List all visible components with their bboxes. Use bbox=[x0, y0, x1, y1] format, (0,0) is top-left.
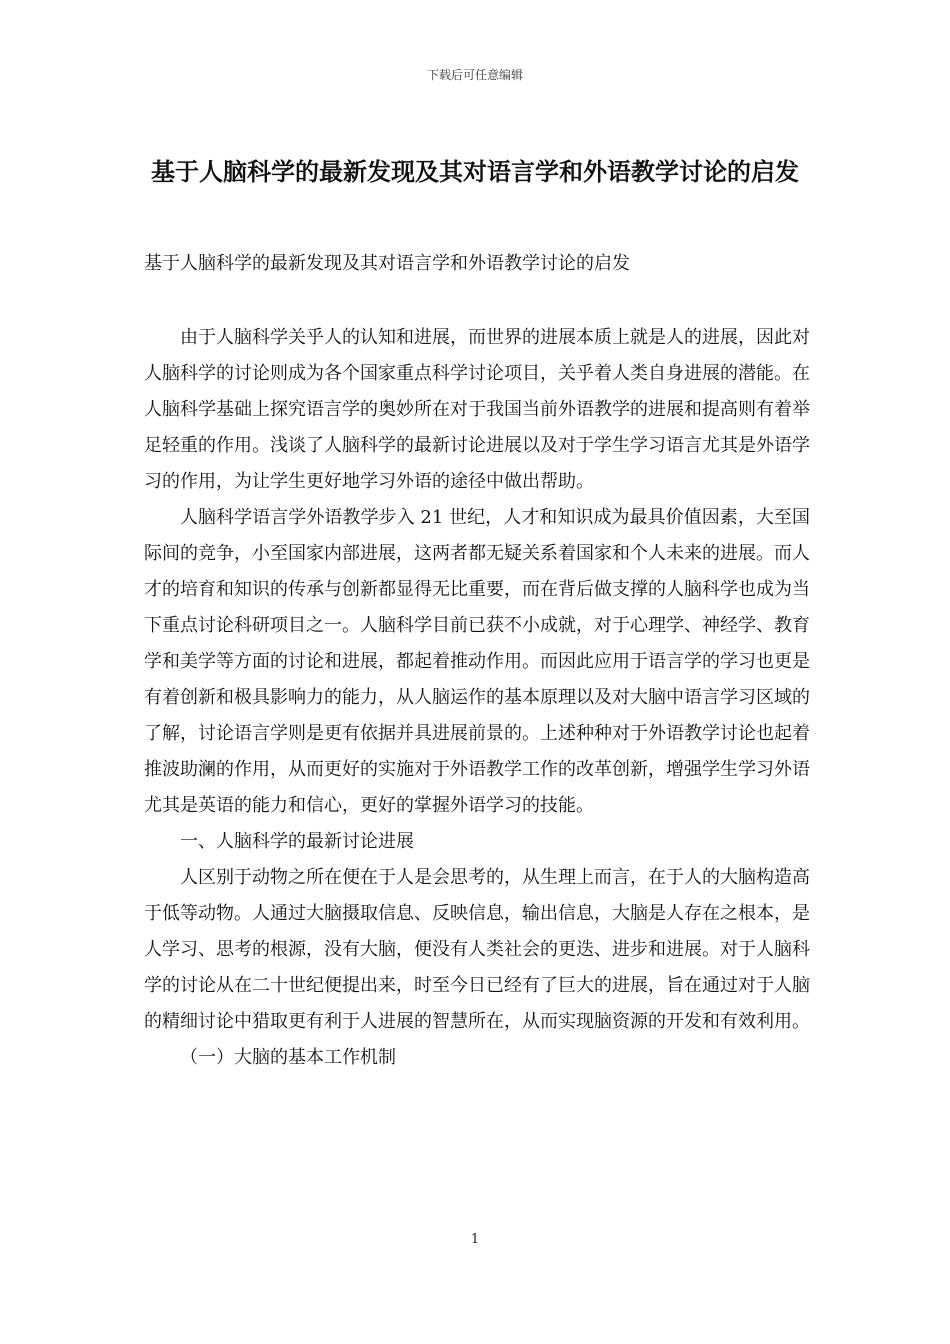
paragraph-background: 人脑科学语言学外语教学步入 21 世纪，人才和知识成为最具价值因素，大至国际间的竞争，小至国家内部进展，这两者都无疑关系着国家和个人未来的进展。而人才的培育和知识的传承与创新都显得无比重要，而在背后做支撑的人脑科学也成为当下重点讨论科研项目之一。人脑科学目前已获不小成就，对于心理学、神经学、教育学和美学等方面的讨论和进展，都起着推动作用。而因此应用于语言学的学习也更是有着创新和极具影响力的能力，从人脑运作的基本原理以及对大脑中语言学习区域的了解，讨论语言学则是更有依据并具进展前景的。上述种种对于外语教学讨论也起着推波助澜的作用，从而更好的实施对于外语教学工作的改革创新，增强学生学习外语尤其是英语的能力和信心，更好的掌握外语学习的技能。 bbox=[144, 507, 810, 816]
document-subtitle: 基于人脑科学的最新发现及其对语言学和外语教学讨论的启发 bbox=[144, 253, 630, 274]
paragraph-intro: 由于人脑科学关乎人的认知和进展，而世界的进展本质上就是人的进展，因此对人脑科学的讨论则成为各个国家重点科学讨论项目，关乎着人类自身进展的潜能。在人脑科学基础上探究语言学的奥妙所在对于我国当前外语教学的进展和提高则有着举足轻重的作用。浅谈了人脑科学的最新讨论进展以及对于学生学习语言尤其是外语学习的作用，为让学生更好地学习外语的途径中做出帮助。 bbox=[144, 327, 810, 492]
section-heading: 一、人脑科学的最新讨论进展 bbox=[180, 831, 414, 852]
paragraph-section-1: 人区别于动物之所在便在于人是会思考的，从生理上而言，在于人的大脑构造高于低等动物。人通过大脑摄取信息、反映信息，输出信息，大脑是人存在之根本，是人学习、思考的根源，没有大脑，便没有人类社会的更迭、进步和进展。对于人脑科学的讨论从在二十世纪便提出来，时至今日已经有了巨大的进展，旨在通过对于人脑的精细讨论中猎取更有利于人进展的智慧所在，从而实现脑资源的开发和有效利用。 bbox=[144, 867, 810, 1032]
subsection-heading: （一）大脑的基本工作机制 bbox=[180, 1047, 396, 1068]
page-header: 下载后可任意编辑 bbox=[426, 68, 523, 82]
page-number: 1 bbox=[470, 1232, 480, 1247]
document-title: 基于人脑科学的最新发现及其对语言学和外语教学讨论的启发 bbox=[151, 158, 799, 186]
document-body bbox=[144, 320, 810, 1076]
